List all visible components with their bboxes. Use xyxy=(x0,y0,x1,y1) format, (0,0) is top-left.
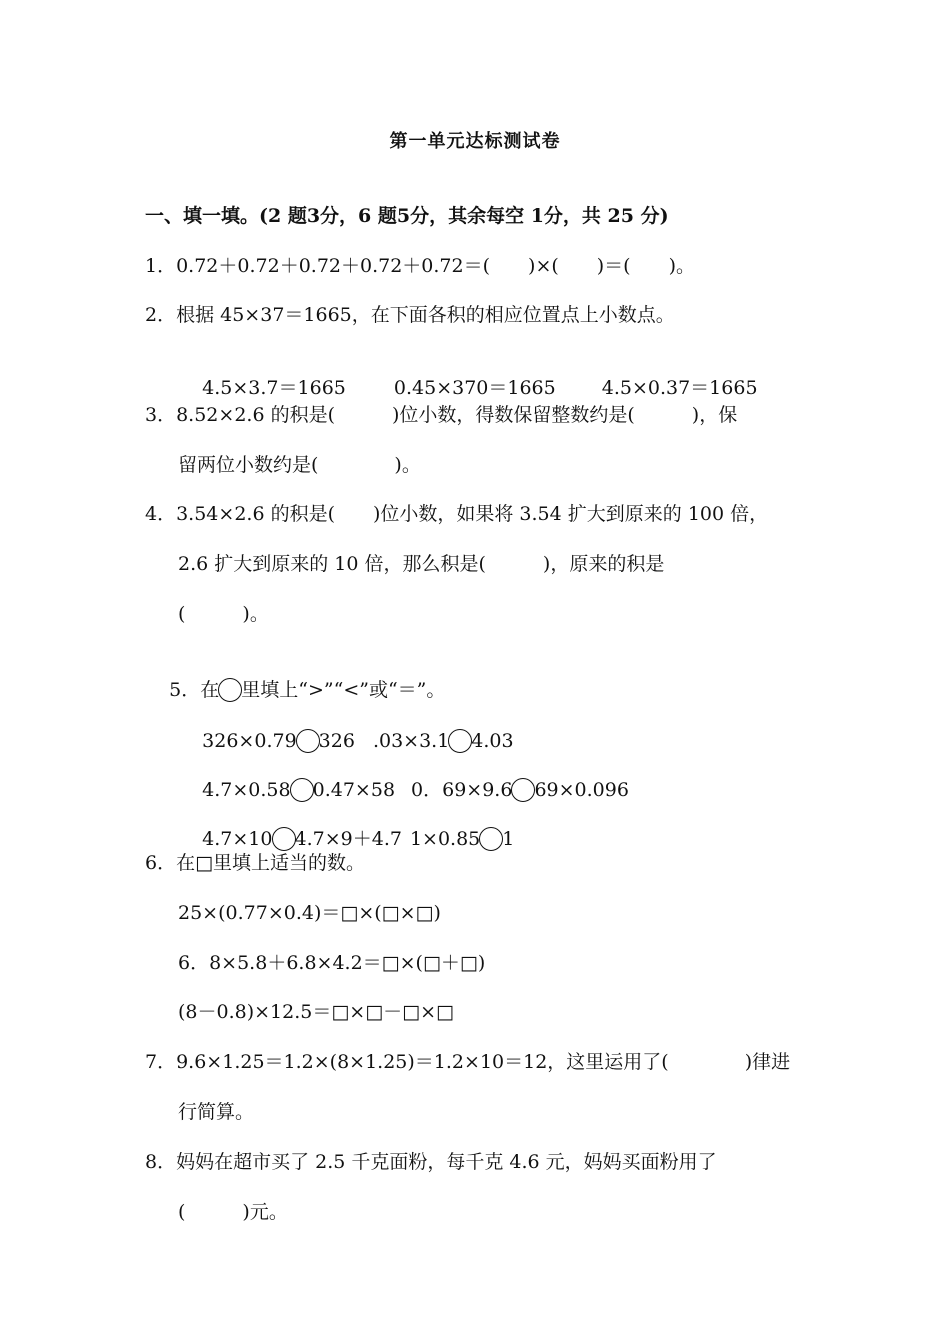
q2-item: 4.5×3.7＝1665 xyxy=(202,377,346,399)
compare-circle-icon[interactable] xyxy=(479,827,503,851)
q2-item: 4.5×0.37＝1665 xyxy=(601,377,758,399)
compare-circle-icon[interactable] xyxy=(290,778,314,802)
question-7-line-1: 7．9.6×1.25＝1.2×(8×1.25)＝1.2×10＝12，这里运用了( )律进 xyxy=(145,1051,791,1073)
question-5: 5．在 里填上“>”“<”或“＝”。 xyxy=(169,679,446,701)
question-4-line-1: 4．3.54×2.6 的积是( )位小数，如果将 3.54 扩大到原来的 100 倍， xyxy=(145,503,769,525)
page-title: 第一单元达标测试卷 xyxy=(389,131,561,152)
question-5-row-2: 4.7×0.58 0.47×58 0．69×9.6 69×0.096 xyxy=(202,779,629,801)
question-6: 6．在□里填上适当的数。 xyxy=(145,852,366,874)
compare-circle-icon[interactable] xyxy=(448,729,472,753)
question-4-line-3: ( )。 xyxy=(178,603,269,625)
blank-circle-icon[interactable] xyxy=(218,678,242,702)
question-2: 2．根据 45×37＝1665，在下面各积的相应位置点上小数点。 xyxy=(145,304,675,326)
question-6-line-1: 25×(0.77×0.4)＝□×(□×□) xyxy=(178,902,441,924)
compare-circle-icon[interactable] xyxy=(272,827,296,851)
compare-circle-icon[interactable] xyxy=(296,729,320,753)
question-6-line-2: 6．8×5.8＋6.8×4.2＝□×(□＋□) xyxy=(178,952,486,974)
question-8-line-2: ( )元。 xyxy=(178,1201,288,1223)
question-1: 1．0.72＋0.72＋0.72＋0.72＋0.72＝( )×( )＝( )。 xyxy=(145,255,696,277)
question-8-line-1: 8．妈妈在超市买了 2.5 千克面粉，每千克 4.6 元，妈妈买面粉用了 xyxy=(145,1151,717,1173)
section-heading: 一、填一填。(2 题3分，6 题5分，其余每空 1分，共 25 分) xyxy=(145,205,669,227)
question-7-line-2: 行简算。 xyxy=(178,1101,255,1123)
question-3-line-2: 留两位小数约是( )。 xyxy=(178,454,421,476)
compare-circle-icon[interactable] xyxy=(511,778,535,802)
question-5-row-1: 326×0.79 326 .03×3.1 4.03 xyxy=(202,730,514,752)
question-3-line-1: 3．8.52×2.6 的积是( )位小数，得数保留整数约是( )，保 xyxy=(145,404,738,426)
q2-item: 0.45×370＝1665 xyxy=(393,377,556,399)
question-4-line-2: 2.6 扩大到原来的 10 倍，那么积是( )，原来的积是 xyxy=(178,553,665,575)
question-5-row-3: 4.7×10 4.7×9＋4.7 1×0.85 1 xyxy=(202,828,515,850)
question-6-line-3: (8－0.8)×12.5＝□×□－□×□ xyxy=(178,1001,455,1023)
